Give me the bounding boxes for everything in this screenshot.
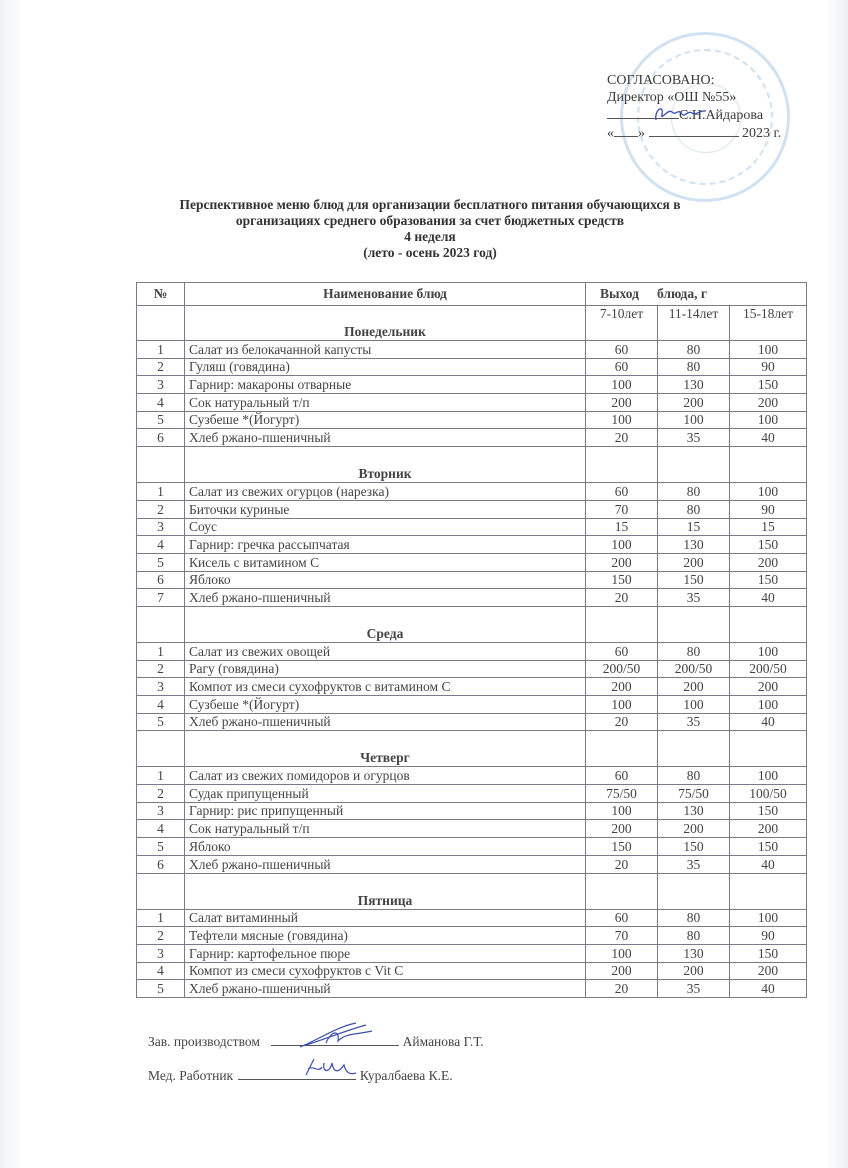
header-number: № xyxy=(137,283,185,306)
table-row xyxy=(137,713,807,731)
table-row xyxy=(137,642,807,660)
yield-7-10: 60 xyxy=(586,358,658,376)
dish-name: Гарнир: гречка рассыпчатая xyxy=(185,536,586,554)
table-row xyxy=(137,589,807,607)
dish-name: Салат из свежих овощей xyxy=(185,642,586,660)
day-value-empty xyxy=(586,447,658,483)
dish-name: Салат из свежих огурцов (нарезка) xyxy=(185,483,586,501)
yield-7-10: 20 xyxy=(586,980,658,998)
yield-7-10: 200 xyxy=(586,962,658,980)
yield-7-10: 75/50 xyxy=(586,785,658,803)
yield-15-18: 150 xyxy=(730,536,807,554)
yield-11-14: 200 xyxy=(658,962,730,980)
yield-15-18: 100 xyxy=(730,483,807,501)
yield-15-18: 90 xyxy=(730,500,807,518)
yield-7-10: 60 xyxy=(586,341,658,359)
day-number-empty xyxy=(137,731,185,767)
day-heading: Четверг xyxy=(185,731,586,767)
dish-name: Салат витаминный xyxy=(185,909,586,927)
yield-15-18: 40 xyxy=(730,980,807,998)
day-value-empty xyxy=(658,731,730,767)
item-number: 2 xyxy=(137,500,185,518)
header-yield-word1: Выход xyxy=(600,286,639,301)
item-number: 3 xyxy=(137,678,185,696)
header-dish-name: Наименование блюд xyxy=(185,283,586,306)
subheader-number-empty xyxy=(137,306,185,341)
dish-name: Салат из свежих помидоров и огурцов xyxy=(185,767,586,785)
yield-11-14: 200 xyxy=(658,820,730,838)
day-header-row xyxy=(137,731,807,767)
item-number: 1 xyxy=(137,483,185,501)
header-yield-word2: блюда, г xyxy=(656,286,707,301)
dish-name: Тефтели мясные (говядина) xyxy=(185,927,586,945)
table-row xyxy=(137,944,807,962)
item-number: 2 xyxy=(137,660,185,678)
title-week: 4 неделя xyxy=(404,229,456,244)
title-line-1: Перспективное меню блюд для организации бесплатного питания обучающихся в xyxy=(179,197,681,212)
yield-7-10: 60 xyxy=(586,642,658,660)
table-row xyxy=(137,483,807,501)
item-number: 2 xyxy=(137,358,185,376)
dish-name: Соус xyxy=(185,518,586,536)
yield-15-18: 200 xyxy=(730,394,807,412)
header-yield xyxy=(586,283,807,306)
item-number: 4 xyxy=(137,962,185,980)
header-age-7-10: 7-10лет xyxy=(586,306,658,341)
date-quote-close: » xyxy=(638,126,645,141)
day-value-empty xyxy=(658,606,730,642)
approval-year: 2023 г. xyxy=(742,126,782,141)
title-line-2: организациях среднего образования за счет бюджетных средств xyxy=(235,213,625,228)
table-row xyxy=(137,411,807,429)
dish-name: Хлеб ржано-пшеничный xyxy=(185,980,586,998)
day-value-empty xyxy=(730,606,807,642)
dish-name: Сок натуральный т/п xyxy=(185,820,586,838)
item-number: 5 xyxy=(137,838,185,856)
yield-11-14: 80 xyxy=(658,909,730,927)
item-number: 5 xyxy=(137,411,185,429)
table-row xyxy=(137,785,807,803)
day-heading: Среда xyxy=(185,606,586,642)
yield-11-14: 130 xyxy=(658,536,730,554)
yield-7-10: 100 xyxy=(586,376,658,394)
dish-name: Кисель с витамином С xyxy=(185,553,586,571)
table-row xyxy=(137,571,807,589)
item-number: 6 xyxy=(137,429,185,447)
yield-11-14: 35 xyxy=(658,855,730,873)
item-number: 4 xyxy=(137,820,185,838)
dish-name: Салат из белокачанной капусты xyxy=(185,341,586,359)
yield-15-18: 200 xyxy=(730,962,807,980)
yield-11-14: 130 xyxy=(658,944,730,962)
yield-15-18: 200 xyxy=(730,553,807,571)
yield-7-10: 60 xyxy=(586,909,658,927)
table-row xyxy=(137,376,807,394)
approval-date-line xyxy=(607,124,807,142)
day-number-empty xyxy=(137,606,185,642)
table-row xyxy=(137,962,807,980)
yield-7-10: 20 xyxy=(586,589,658,607)
table-row xyxy=(137,927,807,945)
yield-15-18: 150 xyxy=(730,838,807,856)
yield-15-18: 100/50 xyxy=(730,785,807,803)
yield-15-18: 150 xyxy=(730,376,807,394)
table-row xyxy=(137,536,807,554)
document-title xyxy=(150,197,710,261)
item-number: 2 xyxy=(137,785,185,803)
day-value-empty xyxy=(586,873,658,909)
day-value-empty xyxy=(730,873,807,909)
day-heading: Понедельник xyxy=(185,306,586,341)
item-number: 1 xyxy=(137,341,185,359)
yield-15-18: 100 xyxy=(730,696,807,714)
day-heading: Пятница xyxy=(185,873,586,909)
table-header-row xyxy=(137,283,807,306)
dish-name: Яблоко xyxy=(185,838,586,856)
dish-name: Гарнир: рис припущенный xyxy=(185,802,586,820)
signatures-footer xyxy=(148,1033,548,1101)
table-row xyxy=(137,518,807,536)
medic-name: Куралбаева К.Е. xyxy=(359,1068,453,1083)
yield-11-14: 80 xyxy=(658,927,730,945)
production-label: Зав. производством xyxy=(148,1034,260,1049)
yield-11-14: 80 xyxy=(658,483,730,501)
yield-11-14: 100 xyxy=(658,411,730,429)
yield-15-18: 200 xyxy=(730,678,807,696)
yield-11-14: 75/50 xyxy=(658,785,730,803)
yield-11-14: 35 xyxy=(658,980,730,998)
yield-7-10: 100 xyxy=(586,802,658,820)
yield-7-10: 20 xyxy=(586,855,658,873)
yield-15-18: 150 xyxy=(730,571,807,589)
yield-7-10: 200 xyxy=(586,678,658,696)
dish-name: Яблоко xyxy=(185,571,586,589)
yield-7-10: 200 xyxy=(586,553,658,571)
yield-15-18: 100 xyxy=(730,642,807,660)
dish-name: Хлеб ржано-пшеничный xyxy=(185,855,586,873)
yield-7-10: 20 xyxy=(586,713,658,731)
day-heading: Вторник xyxy=(185,447,586,483)
yield-11-14: 15 xyxy=(658,518,730,536)
item-number: 6 xyxy=(137,855,185,873)
yield-15-18: 100 xyxy=(730,767,807,785)
yield-15-18: 100 xyxy=(730,341,807,359)
item-number: 3 xyxy=(137,518,185,536)
yield-11-14: 200 xyxy=(658,553,730,571)
item-number: 4 xyxy=(137,696,185,714)
yield-15-18: 100 xyxy=(730,411,807,429)
header-age-11-14: 11-14лет xyxy=(658,306,730,341)
item-number: 3 xyxy=(137,944,185,962)
yield-7-10: 200/50 xyxy=(586,660,658,678)
table-row xyxy=(137,660,807,678)
item-number: 1 xyxy=(137,642,185,660)
table-row xyxy=(137,767,807,785)
dish-name: Гуляш (говядина) xyxy=(185,358,586,376)
approval-heading: СОГЛАСОВАНО: xyxy=(607,73,715,88)
director-signature-icon xyxy=(650,102,710,124)
yield-7-10: 100 xyxy=(586,411,658,429)
item-number: 2 xyxy=(137,927,185,945)
dish-name: Сузбеше *(Йогурт) xyxy=(185,696,586,714)
yield-15-18: 90 xyxy=(730,927,807,945)
yield-11-14: 200 xyxy=(658,678,730,696)
dish-name: Гарнир: картофельное пюре xyxy=(185,944,586,962)
yield-15-18: 90 xyxy=(730,358,807,376)
yield-15-18: 40 xyxy=(730,429,807,447)
yield-11-14: 80 xyxy=(658,767,730,785)
item-number: 6 xyxy=(137,571,185,589)
day-header-row xyxy=(137,606,807,642)
table-row xyxy=(137,553,807,571)
item-number: 5 xyxy=(137,553,185,571)
table-row xyxy=(137,980,807,998)
dish-name: Компот из смеси сухофруктов с Vit C xyxy=(185,962,586,980)
yield-7-10: 70 xyxy=(586,927,658,945)
day-number-empty xyxy=(137,447,185,483)
yield-11-14: 80 xyxy=(658,358,730,376)
yield-15-18: 40 xyxy=(730,589,807,607)
yield-11-14: 150 xyxy=(658,838,730,856)
title-season: (лето - осень 2023 год) xyxy=(363,245,497,260)
yield-11-14: 80 xyxy=(658,500,730,518)
yield-15-18: 200 xyxy=(730,820,807,838)
item-number: 5 xyxy=(137,713,185,731)
item-number: 4 xyxy=(137,536,185,554)
yield-15-18: 150 xyxy=(730,802,807,820)
yield-7-10: 100 xyxy=(586,944,658,962)
yield-7-10: 15 xyxy=(586,518,658,536)
yield-7-10: 200 xyxy=(586,394,658,412)
yield-11-14: 80 xyxy=(658,642,730,660)
item-number: 1 xyxy=(137,767,185,785)
yield-15-18: 40 xyxy=(730,855,807,873)
dish-name: Биточки куриные xyxy=(185,500,586,518)
yield-11-14: 35 xyxy=(658,589,730,607)
yield-7-10: 100 xyxy=(586,536,658,554)
day-value-empty xyxy=(586,606,658,642)
yield-7-10: 150 xyxy=(586,838,658,856)
date-quote-open: « xyxy=(607,126,614,141)
yield-7-10: 20 xyxy=(586,429,658,447)
day-value-empty xyxy=(658,873,730,909)
table-row xyxy=(137,500,807,518)
menu-table xyxy=(136,282,807,998)
dish-name: Судак припущенный xyxy=(185,785,586,803)
yield-7-10: 60 xyxy=(586,483,658,501)
medic-signature-line xyxy=(148,1067,548,1101)
dish-name: Компот из смеси сухофруктов с витамином С xyxy=(185,678,586,696)
item-number: 7 xyxy=(137,589,185,607)
dish-name: Сок натуральный т/п xyxy=(185,394,586,412)
approval-position: Директор «ОШ №55» xyxy=(607,90,737,105)
approval-name: С.Н.Айдарова xyxy=(679,108,764,123)
table-row xyxy=(137,678,807,696)
yield-11-14: 80 xyxy=(658,341,730,359)
yield-11-14: 150 xyxy=(658,571,730,589)
day-value-empty xyxy=(730,731,807,767)
table-row xyxy=(137,820,807,838)
yield-15-18: 15 xyxy=(730,518,807,536)
table-row xyxy=(137,855,807,873)
yield-11-14: 130 xyxy=(658,802,730,820)
yield-11-14: 35 xyxy=(658,713,730,731)
yield-7-10: 150 xyxy=(586,571,658,589)
dish-name: Хлеб ржано-пшеничный xyxy=(185,429,586,447)
production-name: Айманова Г.Т. xyxy=(402,1034,484,1049)
day-header-row xyxy=(137,447,807,483)
table-row xyxy=(137,341,807,359)
yield-11-14: 200 xyxy=(658,394,730,412)
day-blank xyxy=(614,124,638,137)
dish-name: Хлеб ржано-пшеничный xyxy=(185,589,586,607)
yield-15-18: 150 xyxy=(730,944,807,962)
dish-name: Гарнир: макароны отварные xyxy=(185,376,586,394)
table-row xyxy=(137,429,807,447)
table-subheader-row xyxy=(137,306,807,341)
item-number: 3 xyxy=(137,376,185,394)
yield-7-10: 70 xyxy=(586,500,658,518)
medic-signature-icon xyxy=(300,1055,360,1081)
table-row xyxy=(137,394,807,412)
yield-11-14: 35 xyxy=(658,429,730,447)
yield-15-18: 40 xyxy=(730,713,807,731)
table-row xyxy=(137,696,807,714)
dish-name: Рагу (говядина) xyxy=(185,660,586,678)
production-signature-icon xyxy=(296,1021,376,1051)
table-row xyxy=(137,802,807,820)
table-row xyxy=(137,358,807,376)
yield-11-14: 200/50 xyxy=(658,660,730,678)
day-value-empty xyxy=(586,731,658,767)
day-value-empty xyxy=(658,447,730,483)
item-number: 3 xyxy=(137,802,185,820)
dish-name: Хлеб ржано-пшеничный xyxy=(185,713,586,731)
yield-7-10: 200 xyxy=(586,820,658,838)
dish-name: Сузбеше *(Йогурт) xyxy=(185,411,586,429)
item-number: 5 xyxy=(137,980,185,998)
header-age-15-18: 15-18лет xyxy=(730,306,807,341)
item-number: 4 xyxy=(137,394,185,412)
item-number: 1 xyxy=(137,909,185,927)
day-number-empty xyxy=(137,873,185,909)
yield-11-14: 100 xyxy=(658,696,730,714)
table-row xyxy=(137,909,807,927)
yield-15-18: 100 xyxy=(730,909,807,927)
month-blank xyxy=(649,124,739,137)
yield-7-10: 60 xyxy=(586,767,658,785)
yield-7-10: 100 xyxy=(586,696,658,714)
medic-label: Мед. Работник xyxy=(148,1068,234,1083)
day-value-empty xyxy=(730,447,807,483)
yield-15-18: 200/50 xyxy=(730,660,807,678)
table-row xyxy=(137,838,807,856)
day-header-row xyxy=(137,873,807,909)
yield-11-14: 130 xyxy=(658,376,730,394)
